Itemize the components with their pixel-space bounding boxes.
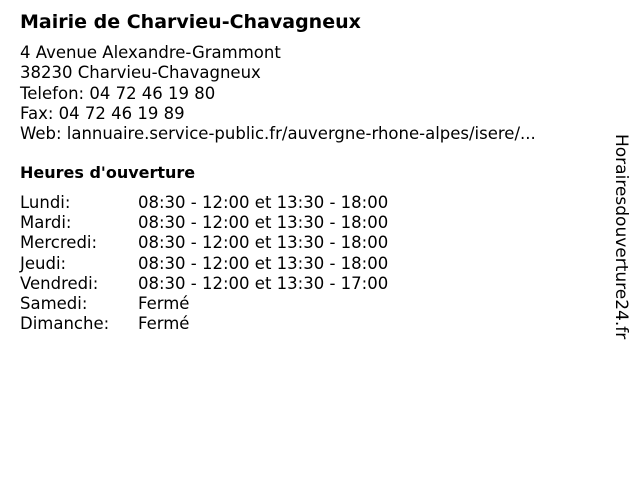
day-label: Mercredi:	[20, 233, 98, 253]
day-hours: 08:30 - 12:00 et 13:30 - 18:00	[138, 193, 389, 212]
day-label: Dimanche:	[20, 314, 110, 334]
website-link[interactable]: Web: lannuaire.service-public.fr/auvergne-rhone-alpes/isere/...	[20, 124, 536, 144]
day-label: Jeudi:	[20, 253, 67, 273]
day-label: Vendredi:	[20, 273, 99, 293]
watermark-text: Horairesdouverture24.fr	[611, 134, 631, 340]
hours-heading: Heures d'ouverture	[20, 163, 196, 182]
site-watermark	[608, 134, 632, 354]
day-hours: 08:30 - 12:00 et 13:30 - 18:00	[138, 233, 389, 253]
day-hours: 08:30 - 12:00 et 13:30 - 18:00	[138, 253, 389, 273]
address-street: 4 Avenue Alexandre-Grammont	[20, 43, 281, 62]
address-city: 38230 Charvieu-Chavagneux	[20, 63, 261, 83]
day-hours: Fermé	[138, 293, 190, 313]
day-label: Samedi:	[20, 293, 88, 313]
phone-number: Telefon: 04 72 46 19 80	[20, 83, 216, 103]
day-hours: 08:30 - 12:00 et 13:30 - 18:00	[138, 213, 389, 233]
fax-number: Fax: 04 72 46 19 89	[20, 103, 185, 123]
day-label: Lundi:	[20, 193, 71, 212]
page-title: Mairie de Charvieu-Chavagneux	[20, 11, 361, 33]
day-hours: Fermé	[138, 314, 190, 334]
day-hours: 08:30 - 12:00 et 13:30 - 17:00	[138, 273, 389, 293]
contact-info	[20, 43, 536, 144]
day-label: Mardi:	[20, 213, 72, 233]
